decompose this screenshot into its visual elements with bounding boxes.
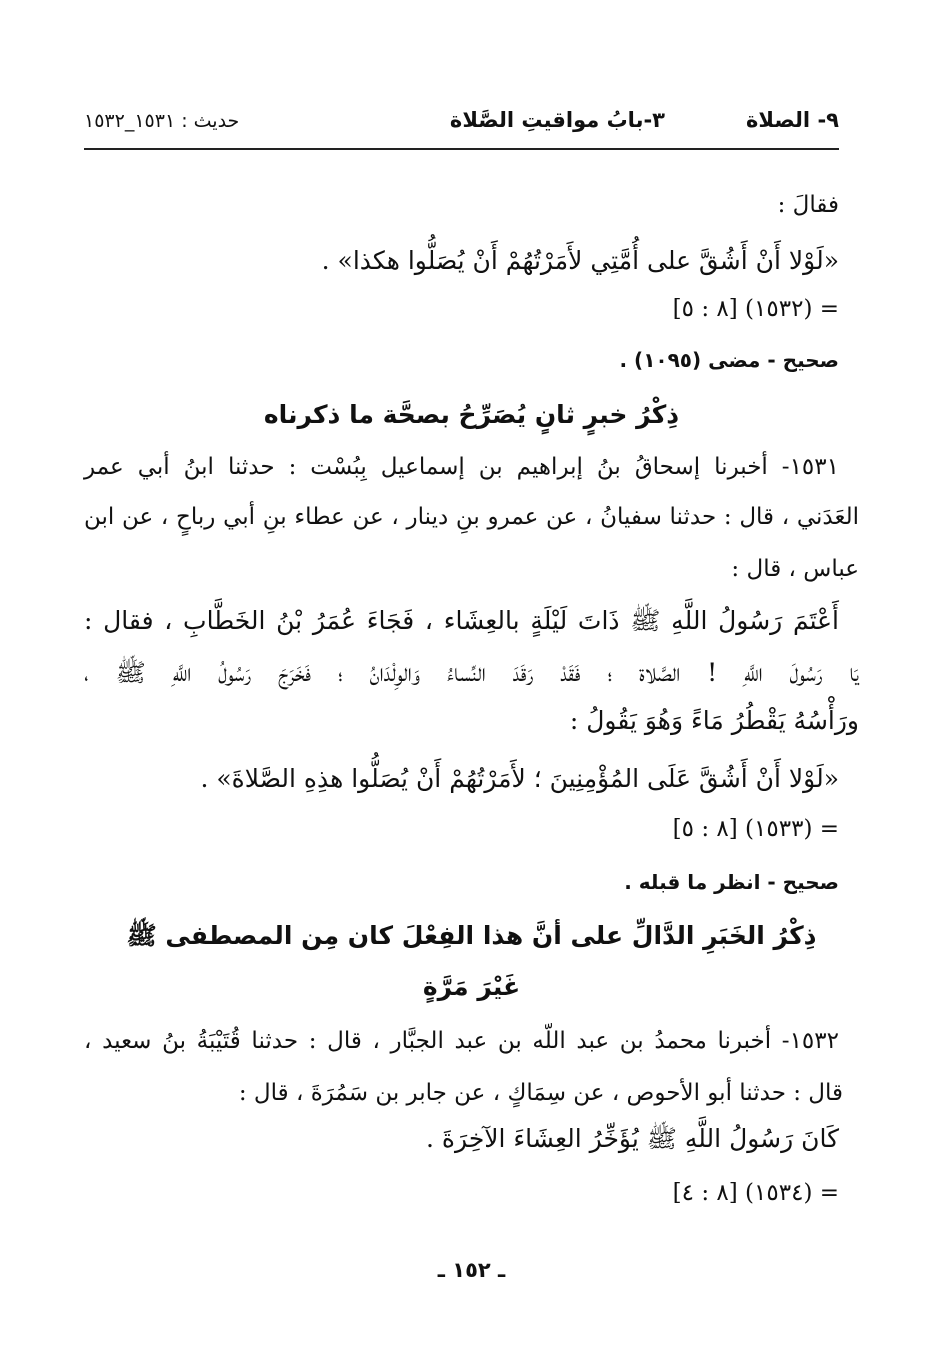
hadith-reference: = (١٥٣٤) [٨ : ٤] bbox=[672, 1180, 839, 1206]
hadith-matn: «لَوْلا أَنْ أَشُقَّ على أُمَّتِي لأَمَرْتُهُمْ أَنْ يُصَلُّوا هكذا» . bbox=[321, 246, 839, 275]
hadith-reference: = (١٥٣٢) [٨ : ٥] bbox=[672, 296, 839, 322]
section-heading: ذِكْرُ خبرٍ ثانٍ يُصَرِّحُ بصحَّة ما ذكرناه bbox=[263, 400, 680, 429]
intro-text: فقالَ : bbox=[777, 192, 839, 218]
isnad-line: ١٥٣٢- أخبرنا محمدُ بن عبد اللّه بن عبد الجبَّار ، قال : حدثنا قُتَيْبَةُ بنُ سعيد ، bbox=[84, 1028, 839, 1054]
header-rule bbox=[84, 148, 839, 150]
section-heading: ذِكْرُ الخَبَرِ الدَّالِّ على أنَّ هذا الفِعْلَ كان مِن المصطفى ﷺ bbox=[126, 921, 817, 950]
hadith-matn: كَانَ رَسُولُ اللَّهِ ﷺ يُؤَخِّرُ العِشَاءَ الآخِرَةَ . bbox=[426, 1124, 839, 1153]
hadith-matn: «لَوْلا أَنْ أَشُقَّ عَلَى المُؤْمِنِينَ ؛ لأَمَرْتُهُمْ أَنْ يُصَلُّوا هذِهِ الصَّلاةَ» . bbox=[200, 764, 839, 793]
hadith-matn: ورَأْسُهُ يَقْطُرُ مَاءً وَهُوَ يَقُولُ : bbox=[569, 706, 859, 735]
page-number: ـ ١٥٢ ـ bbox=[437, 1258, 506, 1282]
isnad-line: ١٥٣١- أخبرنا إسحاقُ بنُ إبراهيم بن إسماعيل بِبُسْت : حدثنا ابنُ أبي عمر bbox=[84, 454, 839, 480]
running-header bbox=[84, 108, 839, 142]
section-heading-cont: غَيْرَ مَرَّةٍ bbox=[422, 972, 521, 1001]
chapter-title: ٩- الصلاة bbox=[746, 108, 839, 132]
hadith-matn: أَعْتَمَ رَسُولُ اللَّهِ ﷺ ذَاتَ لَيْلَةٍ بالعِشَاء ، فَجَاءَ عُمَرُ بْنُ الخَطَّابِ ، فقال : bbox=[84, 606, 839, 635]
hadith-range: حديث : ١٥٣١_١٥٣٢ bbox=[84, 110, 240, 132]
hadith-grade: صحيح - مضى (١٠٩٥) . bbox=[619, 348, 839, 372]
section-title: ٣-بابُ مواقيتِ الصَّلاة bbox=[449, 108, 665, 132]
isnad-line: العَدَني ، قال : حدثنا سفيانُ ، عن عمرو بنِ دينار ، عن عطاء بنِ أبي رباحٍ ، عن ابن bbox=[84, 504, 859, 530]
hadith-grade: صحيح - انظر ما قبله . bbox=[624, 870, 839, 894]
hadith-matn: يَا رَسُولَ اللَّهِ ! الصَّلاة ؛ فَقَدْ رَقَدَ النِّساءُ وَالوِلْدَانُ ؛ فَخَرَجَ رَسُولُ اللَّهِ ﷺ ، bbox=[84, 658, 859, 687]
isnad-line: عباس ، قال : bbox=[731, 556, 859, 582]
isnad-line: قال : حدثنا أبو الأحوص ، عن سِمَاكٍ ، عن جابر بن سَمُرَةَ ، قال : bbox=[238, 1080, 843, 1106]
hadith-reference: = (١٥٣٣) [٨ : ٥] bbox=[672, 816, 839, 842]
